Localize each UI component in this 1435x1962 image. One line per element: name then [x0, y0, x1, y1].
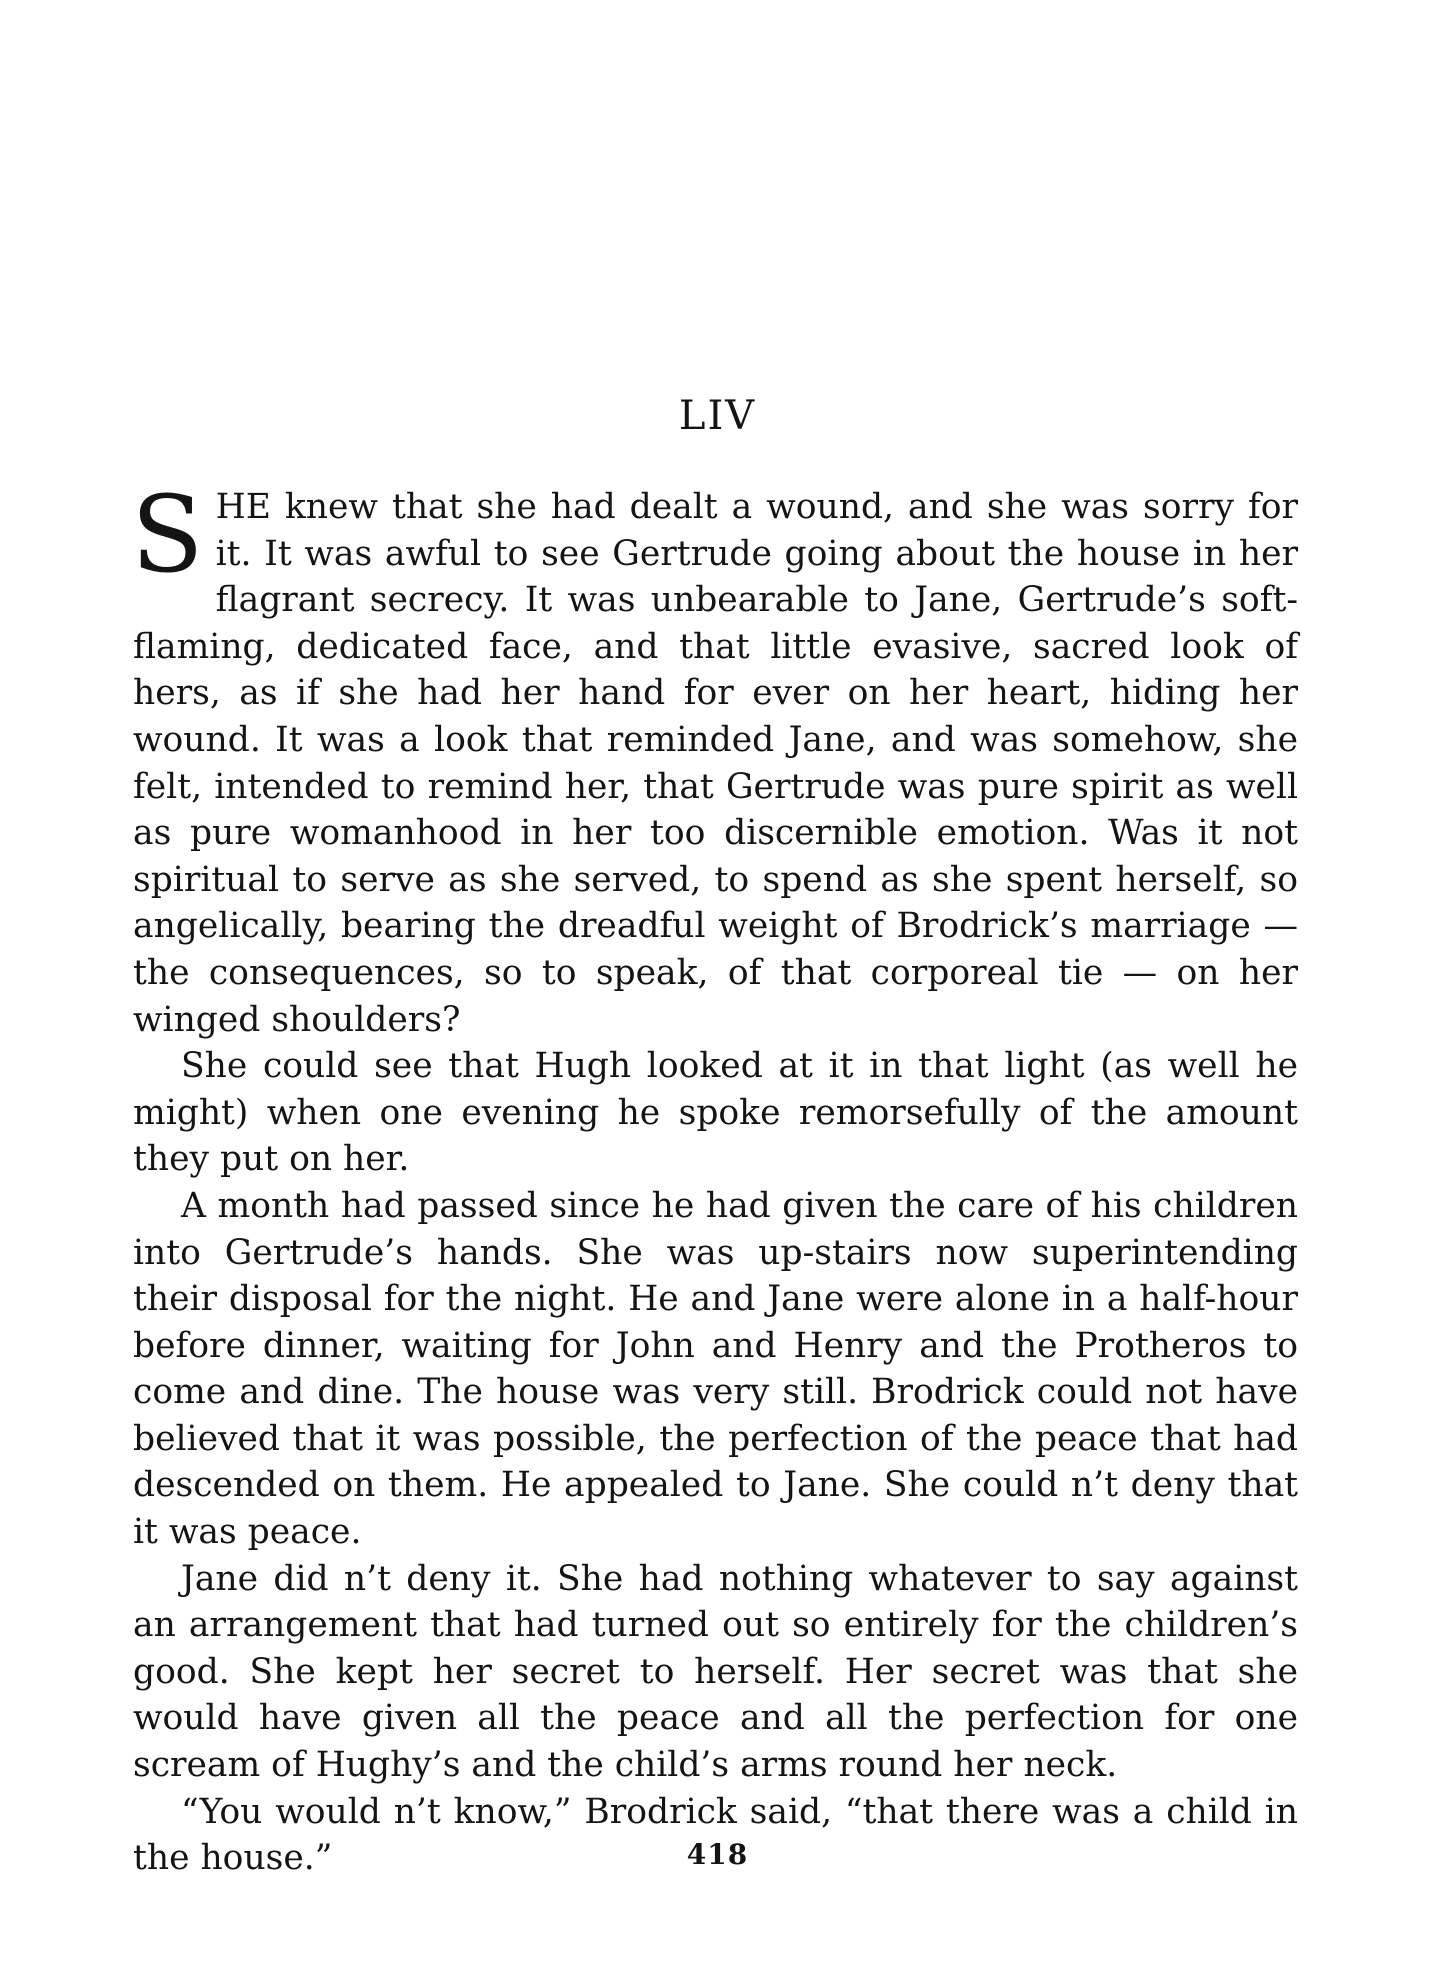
- chapter-heading: LIV: [678, 393, 757, 439]
- page-number: 418: [686, 1838, 749, 1871]
- paragraph-2: She could see that Hugh looked at it in that light (as well he might) when one evening he spoke remorsefully of the amount they put on her.: [133, 1046, 1298, 1180]
- paragraph-1: [131, 473, 1298, 1043]
- drop-cap: S: [131, 473, 204, 596]
- paragraph-5: “You would n’t know,” Brodrick said, “that there was a child in the house.”: [133, 1791, 1298, 1879]
- paragraph-4: Jane did n’t deny it. She had nothing whatever to say against an arrangement that had turned out so entirely for the children’s good. She kept her secret to herself. Her secret was that she would have given all the peace and all the perfection for one scream of Hughy’s and the child’s arms round her neck.: [133, 1558, 1298, 1786]
- paragraph-3: A month had passed since he had given the care of his children into Gertrude’s hands. She was up-stairs now superintending their disposal for the night. He and Jane were alone in a half-hour before dinner, waiting for John and Henry and the Protheros to come and dine. The house was very still. Brodrick could not have believed that it was possible, the perfection of the peace that had descended on them. He appealed to Jane. She could n’t deny that it was peace.: [133, 1185, 1298, 1553]
- body-text: [131, 473, 1298, 1882]
- paragraph-1-text: HE knew that she had dealt a wound, and she was sorry for it. It was awful to see Gertrude going about the house in her flagrant secrecy. It was unbearable to Jane, Gertrude’s soft-flaming, dedicated face, and that little evasive, sacred look of hers, as if she had her hand for ever on her heart, hiding her wound. It was a look that reminded Jane, and was somehow, she felt, intended to remind her, that Gertrude was pure spirit as well as pure womanhood in her too discernible emotion. Was it not spiritual to serve as she served, to spend as she spent herself, so angelically, bearing the dreadful weight of Brodrick’s marriage — the consequences, so to speak, of that corporeal tie — on her winged shoulders?: [133, 487, 1298, 1040]
